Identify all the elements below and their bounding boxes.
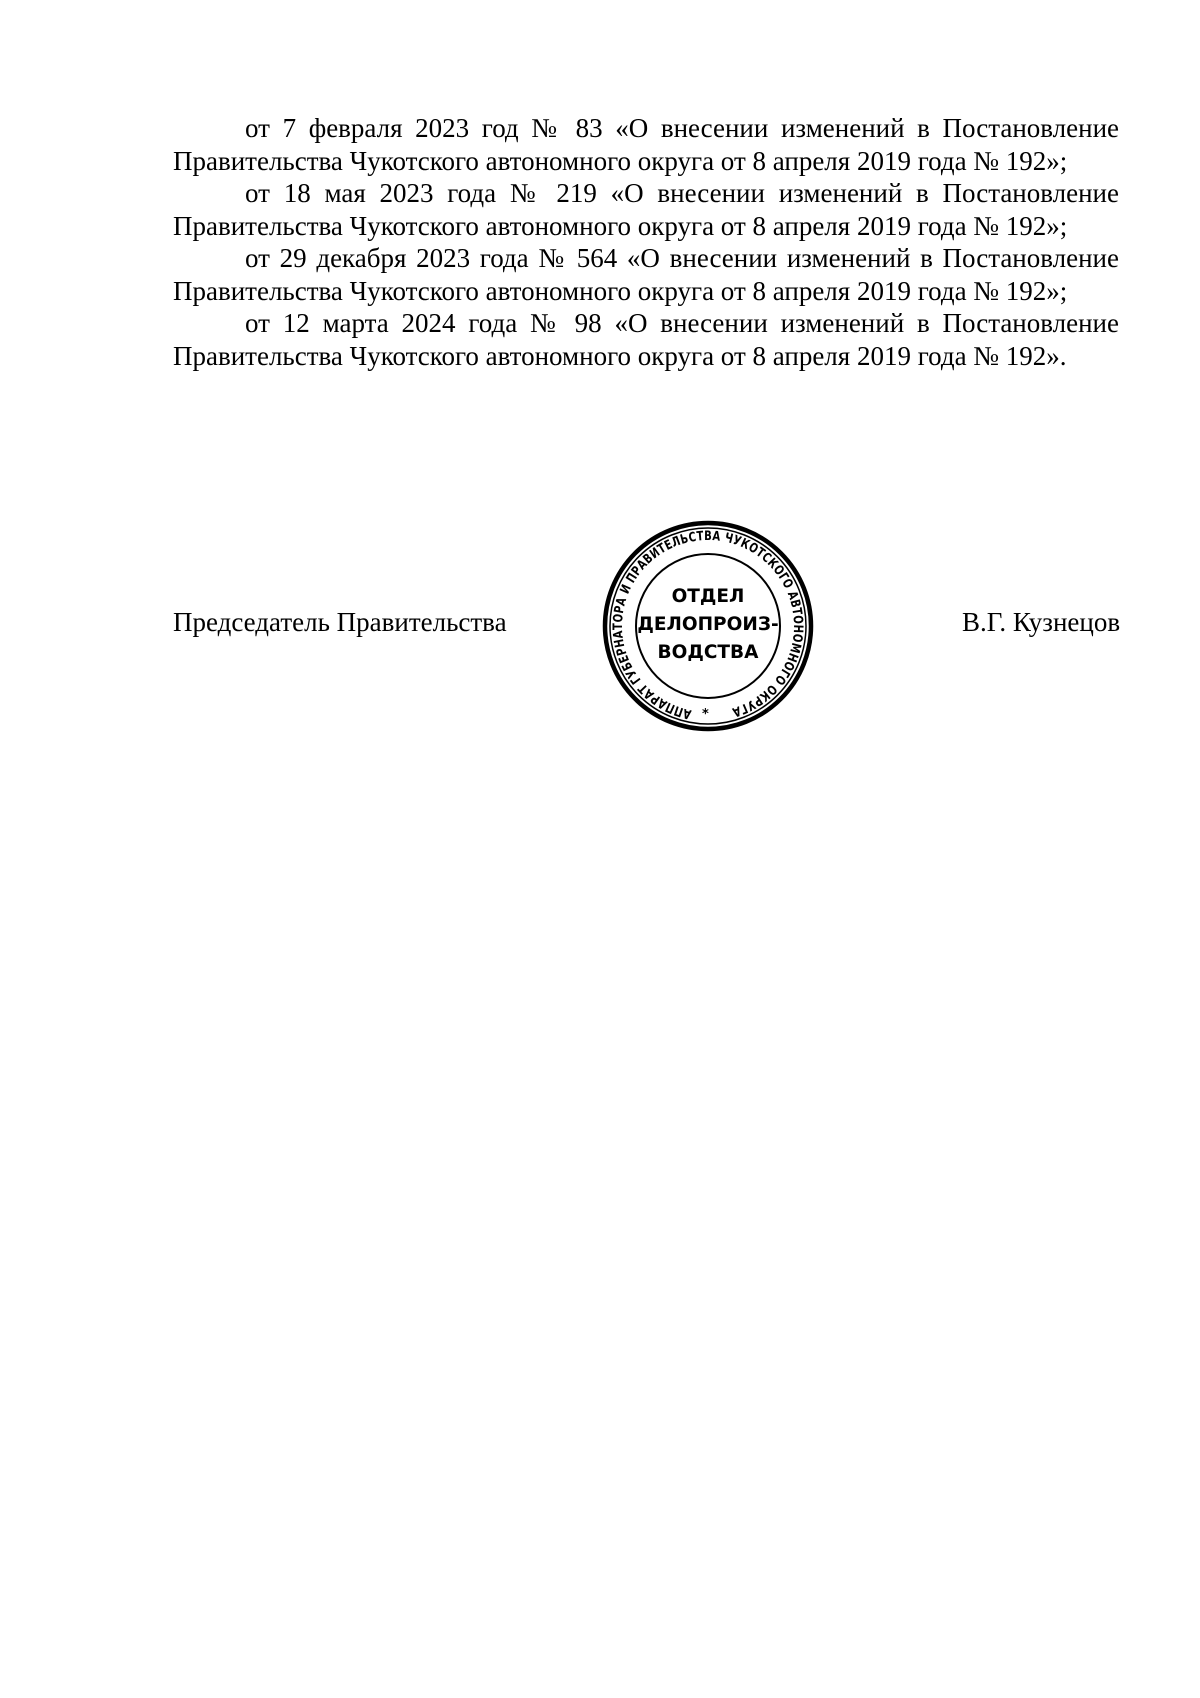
- stamp-center-line-3: ВОДСТВА: [657, 642, 759, 663]
- stamp-center-line-1: ОТДЕЛ: [671, 586, 745, 607]
- signatory-position: Председатель Правительства: [173, 607, 507, 637]
- paragraph-amendment-3: от 29 декабря 2023 года № 564 «О внесении изменений в Постановление Правительства Чукотского автономного округа от 8 апреля 2019 года № 192»;: [173, 243, 1119, 306]
- document-body: [173, 112, 1119, 372]
- official-stamp: [595, 518, 821, 732]
- paragraph-amendment-4: от 12 марта 2024 года № 98 «О внесении изменений в Постановление Правительства Чукотского автономного округа от 8 апреля 2019 года № 192».: [173, 308, 1119, 371]
- paragraph-amendment-1: от 7 февраля 2023 год № 83 «О внесении изменений в Постановление Правительства Чукотского автономного округа от 8 апреля 2019 года № 192»;: [173, 113, 1119, 176]
- stamp-star: *: [702, 707, 710, 722]
- paragraph-amendment-2: от 18 мая 2023 года № 219 «О внесении изменений в Постановление Правительства Чукотского автономного округа от 8 апреля 2019 года № 192»;: [173, 178, 1119, 241]
- stamp-ring-text: АППАРАТ ГУБЕРНАТОРА И ПРАВИТЕЛЬСТВА ЧУКОТСКОГО АВТОНОМНОГО ОКРУГА: [610, 528, 806, 722]
- stamp-center-line-2: ДЕЛОПРОИЗ-: [637, 614, 779, 635]
- signatory-name: В.Г. Кузнецов: [962, 607, 1121, 637]
- stamp-seal-graphic: [595, 518, 821, 732]
